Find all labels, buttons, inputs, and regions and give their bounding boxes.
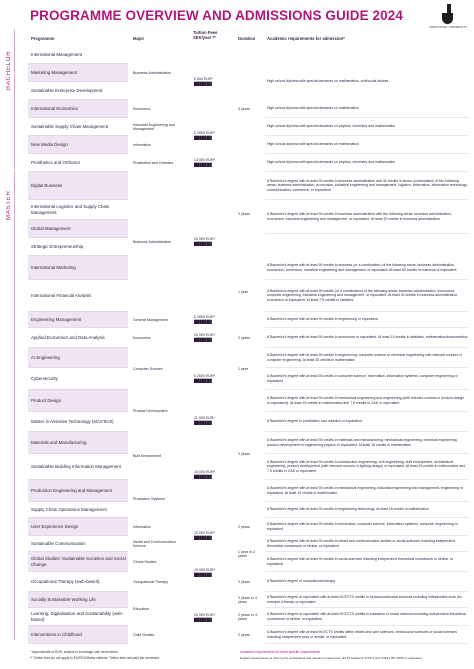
section-label-bachelor: BACHELOR [6, 50, 12, 90]
requirement-cell: A Bachelor's degree with at least 90 credits in construction engineering, civil engineering, built environment, architectural engineering, product development (with relevant courses in lighting design) or equivalent. At least 15 credits in mathematics and 7.5 credits in CAD or equivalent [265, 454, 468, 480]
footnote-link[interactable]: Academic requirements for more specific requirements [240, 650, 320, 654]
requirement-cell: A Bachelor's degree with at least 90 credits in economics or equivalent. At least 15 credits in statistics, mathematics/econometrics [265, 328, 468, 348]
requirement-cell: A Bachelor's degree with at least 90 credits in informatics, computer science, information systems, computer engineering or equivalent [265, 518, 468, 536]
requirement-cell: A Bachelor's degree with at least 90 credits in materials and manufacturing, mechanical engineering, chemical engineering, product development or engineering physics or equivalent. At least 15 credits in mathematics [265, 432, 468, 454]
duration-cell: 2 years [238, 211, 250, 216]
programme-row: Product Design [28, 390, 128, 412]
programme-row: Supply Chain Operations Management [28, 502, 128, 518]
programme-row: International Economics [28, 100, 128, 118]
major-cell: Production Systems [133, 496, 165, 501]
programme-row: Cybersecurity [28, 368, 128, 390]
major-cell: Business Administration [133, 239, 172, 244]
duration-cell: 2 years or 4 years [238, 612, 257, 621]
programme-row: Applied Economics and Data Analysis [28, 328, 128, 348]
requirement-cell: A Bachelor's degree or equivalent with at least 90 ECTS credits in education or social sciences including independent theoretical coursework or similar, or equivalent [265, 608, 468, 626]
programme-row: Engineering Management [28, 312, 128, 328]
major-cell: Computer Science [133, 366, 163, 371]
programme-row: Production Engineering and Management [28, 480, 128, 502]
master-divider [14, 172, 15, 640]
programme-row: Materials and Manufacturing [28, 432, 128, 454]
fee-cell: 11 900 EUR* ███████ [194, 416, 215, 425]
fee-cell: 10 000 EUR* ███████ [194, 568, 215, 577]
requirement-cell: A Bachelor's degree with at least 90 credits in engineering or equivalent [265, 312, 468, 328]
major-cell: Global Studies [133, 559, 157, 564]
fee-cell: 10 000 EUR* ███████ [194, 237, 215, 246]
programme-row: Global Management [28, 220, 128, 238]
major-cell: Informatics [133, 524, 151, 529]
university-logo [429, 4, 467, 29]
section-label-master: MASTER [6, 190, 12, 220]
requirement-cell: A Bachelor's degree with at least 90 credits (or a combination) of the following areas: business administration, economics, computer engineering, industrial engineering and management, or equivalent. At least 30 credits in business administration, economics or equivalent. At least 7.5 credits in statistics [265, 280, 468, 312]
programme-row: Sustainable Building Information Management [28, 454, 128, 480]
duration-cell: 2 years [238, 335, 250, 340]
bachelor-divider [14, 30, 15, 170]
programme-row: Master in Assistive Technology (MASTech) [28, 412, 128, 432]
requirement-cell: A Bachelor's degree with at least 90 credits in engineering, computer science or electrical engineering with relevant courses in computer engineering. At least 25 credits in mathematics [265, 348, 468, 368]
programme-row: Socially Sustainable Working Life [28, 592, 128, 608]
major-cell: Business Administration [133, 70, 172, 75]
duration-cell: 1 year [238, 366, 248, 371]
header-major: Major [133, 35, 145, 41]
duration-cell: 1 year [238, 289, 248, 294]
header-requirements: Academic requirements for admission* [267, 35, 345, 41]
footnote: * Approximate of EUR, subject to exchange rate movements. [30, 650, 119, 654]
major-cell: Occupational Therapy [133, 579, 169, 584]
page-title: PROGRAMME OVERVIEW AND ADMISSIONS GUIDE 2024 [30, 8, 403, 23]
requirement-cell: A Bachelor's degree with at least 90 ECTS credits within health and care sciences, behavioural sciences or social sciences including independent work or similar, or equivalent [265, 626, 468, 644]
programme-row: Interventions in Childhood [28, 626, 128, 644]
requirement-cell: A Bachelor's degree with at least 90 credits in engineering technology. At least 15 credits in mathematics [265, 502, 468, 518]
duration-cell: 2 years [238, 524, 250, 529]
programme-row: International Financial Analysis [28, 280, 128, 312]
requirement-cell: A Bachelor's degree with at least 90 credits in mechanical engineering, industrial engineering and management, engineering or equivalent. At least 15 credits in mathematics [265, 480, 468, 502]
major-cell: Economics [133, 106, 151, 111]
fee-cell: £ 2600 EUR* ███████ [194, 315, 215, 324]
footnote: English requirements for direct entry to bachelors and masters programmes: IELTS Academic 6.5/5.5 and TOEFL iBT 90/20 or equivalent [240, 656, 422, 660]
requirement-cell: A Bachelor's degree with at least 90 credits in mechanical engineering and engineering (with relevant courses in product design or equivalent). At least 15 credits in mathematics and 7.5 credits in CAD or equivalent [265, 390, 468, 412]
duration-cell: 2 years [238, 451, 250, 456]
programme-row: New Media Design [28, 136, 128, 154]
requirement-cell: High school diploma with special demands on physics, chemistry and mathematics [265, 118, 468, 136]
programme-row: Occupational Therapy (web-based) [28, 572, 128, 592]
requirement-cell: A Bachelor's degree with at least 90 credits in business (or a combination) of the following areas: business administration, economics, commerce, industrial engineering and management, or equivalent. At least 60 credits in business or equivalent [265, 256, 468, 280]
programme-row: Marketing Management [28, 64, 128, 82]
logo-wordmark: JÖNKÖPING UNIVERSITY [429, 25, 468, 29]
duration-cell: 2 years [238, 579, 250, 584]
major-cell: Industrial Engineering and Management [133, 122, 175, 131]
fee-cell: £ 2600 EUR* ███████ [194, 374, 215, 383]
major-cell: Economics [133, 335, 151, 340]
fee-cell: 10 000 EUR* ███████ [194, 531, 215, 540]
footnote: ** Tuition fees do not apply to EU/EEA/Swiss citizens. Tuition fees are paid per semester. [30, 656, 160, 660]
major-cell: Informatics [133, 142, 151, 147]
major-cell: Child Studies [133, 632, 155, 637]
fee-cell: 10 000 EUR* ███████ [194, 470, 215, 479]
fee-cell: £ 2600 EUR* ███████ [194, 131, 215, 140]
requirement-cell: A Bachelor's degree in occupational therapy [265, 572, 468, 592]
programme-row: Sustainable Communication [28, 536, 128, 552]
requirement-cell: A Bachelor's degree with at least 90 credits in media and communication studies or social sciences including independent theoretical coursework or similar, or equivalent [265, 536, 468, 552]
programme-row: International Management [28, 46, 128, 64]
programme-row: Learning, Digitalisation and Sustainability (web-based) [28, 608, 128, 626]
fee-cell: 10 000 EUR* ███████ [194, 613, 215, 622]
requirement-cell: A Bachelor's degree with at least 90 credits in social sciences including independent theoretical coursework or similar, or equivalent [265, 552, 468, 572]
programme-row: User Experience Design [28, 518, 128, 536]
programme-row: Digital Business [28, 172, 128, 200]
requirement-cell: High school diploma with special demands on mathematics [265, 100, 468, 118]
duration-cell: 1 year or 2 years [238, 549, 256, 558]
duration-cell: 2 years [238, 632, 250, 637]
programme-row: International Logistics and Supply Chain Management [28, 200, 128, 220]
header-programme: Programme [31, 35, 55, 41]
requirement-cell: A Bachelor's degree with at least 90 credits in business administration with the following areas: business administration, economics, industrial engineering and management, or equivalent. At least 30 credits in business administration. [265, 200, 468, 234]
major-cell: Prosthetics and Orthotics [133, 160, 174, 165]
fee-cell: 10 000 EUR* ███████ [194, 333, 215, 342]
header-duration: Duration [238, 35, 256, 41]
header-tuition-fees: Tuition Fees SEK/year ** [193, 30, 218, 40]
fee-cell: 13 500 EUR* ███████ [194, 158, 215, 167]
major-cell: Media and Communication Science [133, 539, 176, 548]
requirement-cell: A Bachelor's degree in prosthetics and orthotics or equivalent [265, 412, 468, 432]
programme-row: International Marketing [28, 256, 128, 280]
programme-row: Sustainable Supply Chain Management [28, 118, 128, 136]
programme-row: Strategic Entrepreneurship [28, 238, 128, 256]
requirement-cell: High school diploma with special demands on physics, chemistry and mathematics [265, 154, 468, 172]
requirement-cell: High school diploma with special demands on mathematics, civil/social studies [265, 46, 468, 118]
major-cell: General Management [133, 317, 168, 322]
requirement-cell: A Bachelor's degree with at least 90 credits in business administration and 30 credits in sector (combination) of the following areas: business administration, economics, industrial engineering and management, logistics, informatics, information technology, communication, commerce, or equivalent [265, 172, 468, 200]
requirement-cell: A Bachelor's degree with at least 90 credits in computer science, informatics, information systems, computer engineering or equivalent [265, 368, 468, 390]
programme-row: AI Engineering [28, 348, 128, 368]
duration-cell: 3 years [238, 106, 250, 111]
programme-row: Sustainable Enterprise Development [28, 82, 128, 100]
programme-row: Global Studies: Sustainable Societies and Social Change [28, 552, 128, 572]
major-cell: Built Environment [133, 453, 162, 458]
major-cell: Education [133, 606, 149, 611]
logo-j-icon [440, 4, 456, 24]
major-cell: Product Development [133, 408, 168, 413]
requirement-cell: High school diploma with special demands on mathematics [265, 136, 468, 154]
programme-row: Prosthetics and Orthotics [28, 154, 128, 172]
fee-cell: £ 500 EUR* ███████ [194, 77, 213, 86]
requirement-cell: A Bachelor's degree or equivalent with at least 90 ECTS credits in behavioural/social sciences including independent work (for example a thesis) or equivalent [265, 592, 468, 608]
duration-cell: 2 years or 4 years [238, 595, 257, 604]
